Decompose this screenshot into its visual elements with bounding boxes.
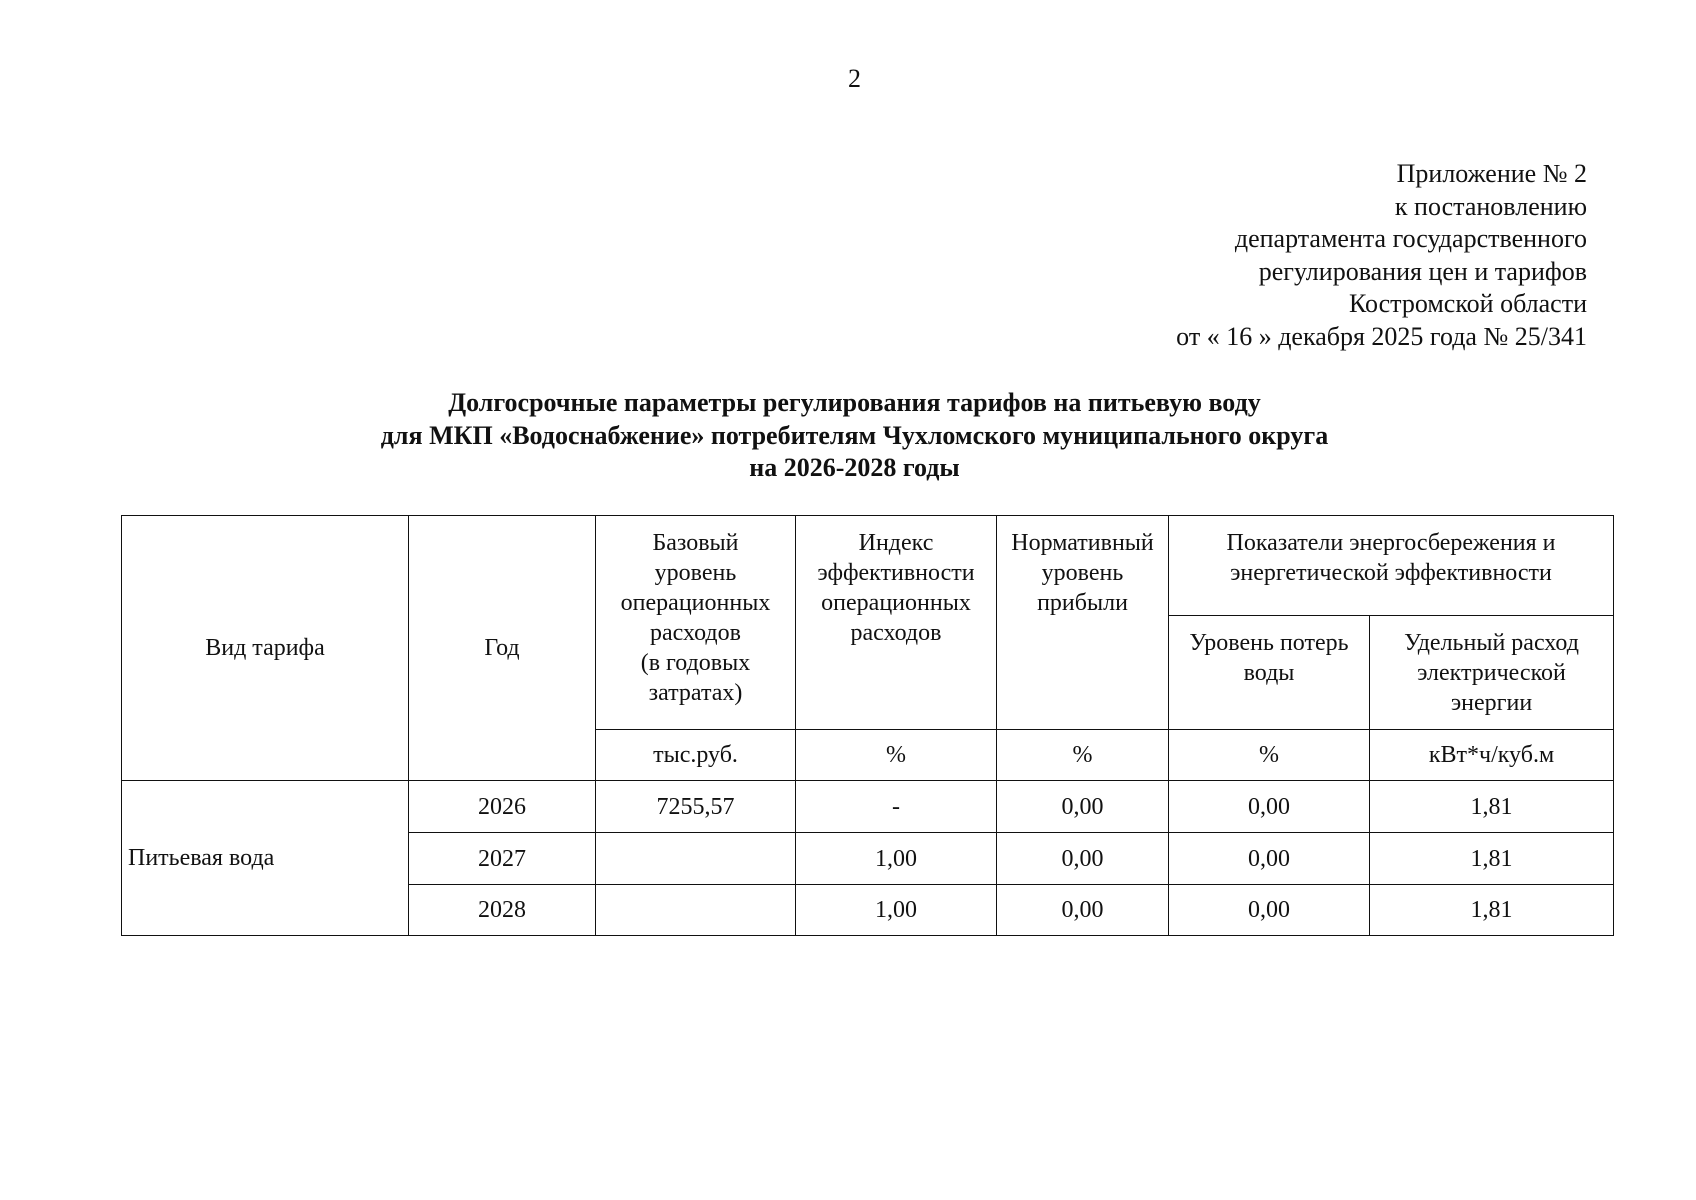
unit-efficiency-index: % xyxy=(796,730,997,781)
water-loss-cell: 0,00 xyxy=(1169,885,1370,936)
appendix-line: к постановлению xyxy=(1394,191,1587,221)
document-title xyxy=(0,387,1696,485)
water-loss-cell: 0,00 xyxy=(1169,833,1370,885)
specific-power-cell: 1,81 xyxy=(1370,781,1614,833)
unit-water-loss: % xyxy=(1169,730,1370,781)
year-cell: 2027 xyxy=(409,833,596,885)
table-row xyxy=(122,781,1614,833)
appendix-line: от « 16 » декабря 2025 года № 25/341 xyxy=(1176,321,1587,351)
title-line: для МКП «Водоснабжение» потребителям Чухломского муниципального округа xyxy=(380,420,1329,450)
appendix-line: Приложение № 2 xyxy=(1396,159,1587,188)
normative-profit-cell: 0,00 xyxy=(997,781,1169,833)
header-tariff-type: Вид тарифа xyxy=(122,516,409,781)
header-specific-power: Удельный расход электрической энергии xyxy=(1370,616,1614,730)
unit-specific-power: кВт*ч/куб.м xyxy=(1370,730,1614,781)
specific-power-cell: 1,81 xyxy=(1370,885,1614,936)
appendix-line: департамента государственного xyxy=(1234,224,1587,254)
title-line: на 2026-2028 годы xyxy=(749,453,960,483)
water-loss-cell: 0,00 xyxy=(1169,781,1370,833)
appendix-block xyxy=(1176,158,1587,354)
specific-power-cell: 1,81 xyxy=(1370,833,1614,885)
efficiency-index-cell: 1,00 xyxy=(796,885,997,936)
header-water-loss: Уровень потерь воды xyxy=(1169,616,1370,730)
header-efficiency-index: Индекс эффективности операционных расходов xyxy=(796,516,997,730)
title-line: Долгосрочные параметры регулирования тарифов на питьевую воду xyxy=(448,388,1261,417)
base-opex-cell xyxy=(596,885,796,936)
year-cell: 2026 xyxy=(409,781,596,833)
year-cell: 2028 xyxy=(409,885,596,936)
header-energy-indicators: Показатели энергосбережения и энергетической эффективности xyxy=(1169,516,1614,616)
tariff-parameters-table xyxy=(121,515,1614,936)
normative-profit-cell: 0,00 xyxy=(997,885,1169,936)
appendix-line: Костромской области xyxy=(1348,289,1587,319)
efficiency-index-cell: 1,00 xyxy=(796,833,997,885)
normative-profit-cell: 0,00 xyxy=(997,833,1169,885)
unit-normative-profit: % xyxy=(997,730,1169,781)
base-opex-cell: 7255,57 xyxy=(596,781,796,833)
unit-base-opex: тыс.руб. xyxy=(596,730,796,781)
header-year: Год xyxy=(409,516,596,781)
header-normative-profit: Нормативный уровень прибыли xyxy=(997,516,1169,730)
tariff-name-cell: Питьевая вода xyxy=(122,781,409,936)
appendix-line: регулирования цен и тарифов xyxy=(1258,256,1587,286)
efficiency-index-cell: - xyxy=(796,781,997,833)
header-base-opex: Базовый уровень операционных расходов (в годовых затратах) xyxy=(596,516,796,730)
base-opex-cell xyxy=(596,833,796,885)
page-number: 2 xyxy=(848,64,861,93)
